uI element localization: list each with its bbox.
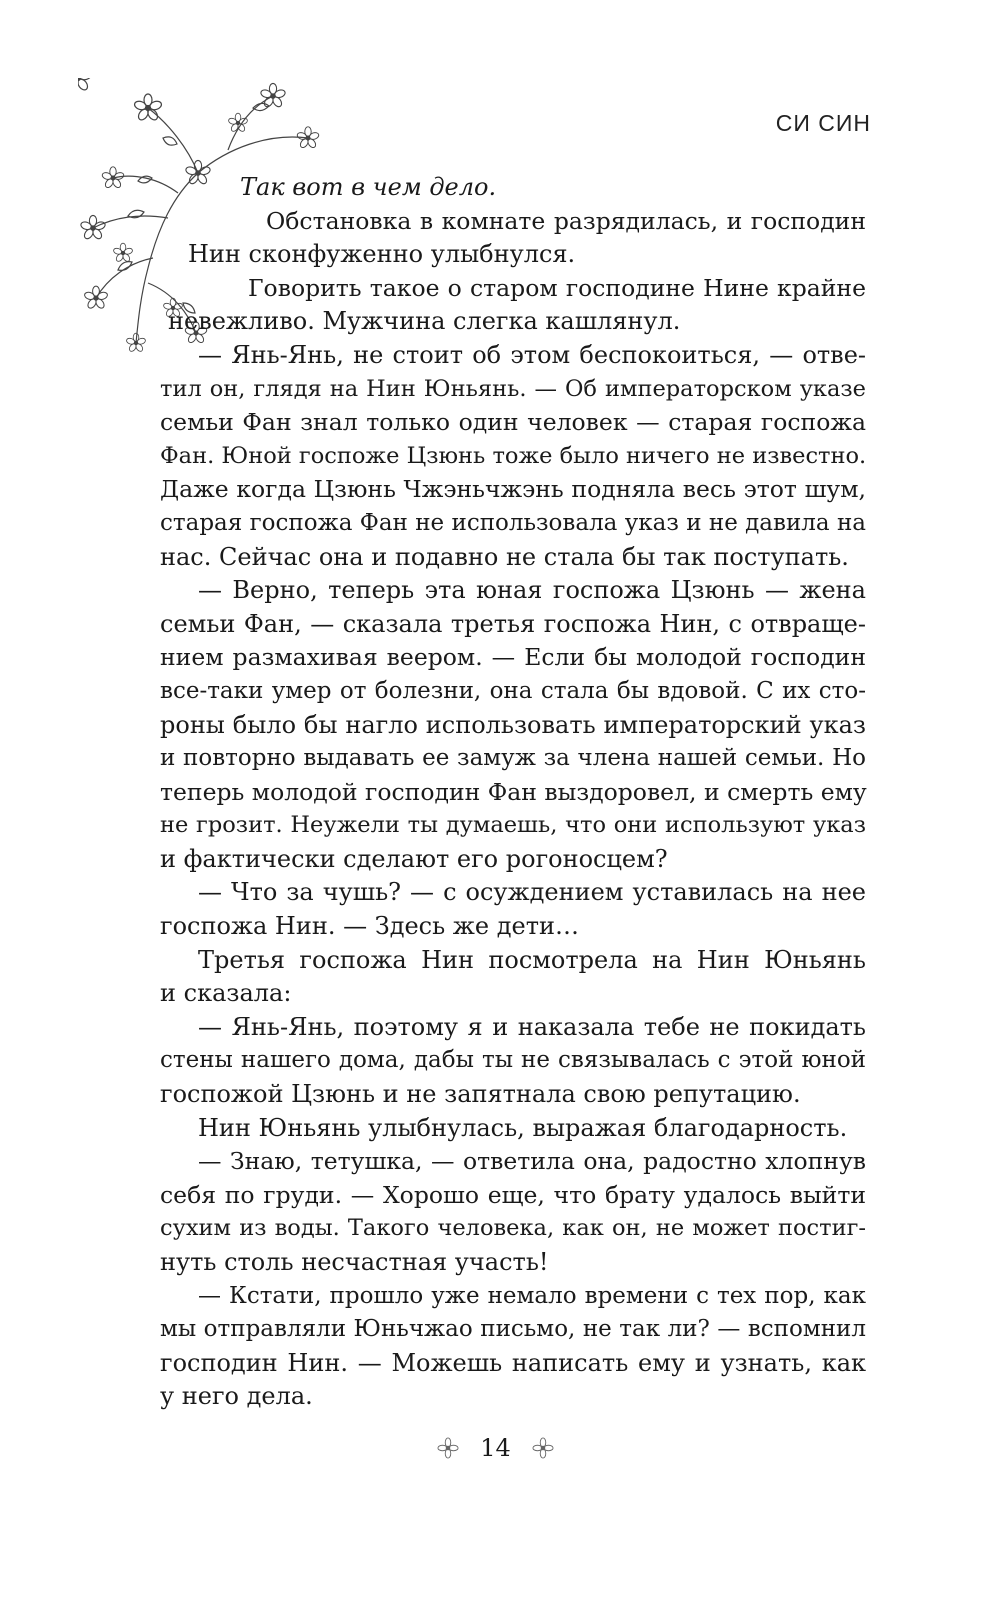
text-line: — Кстати, прошло уже немало времени с тех пор, как [198,1282,866,1309]
paragraph [160,339,866,574]
page-number: 14 [480,1433,511,1462]
text-line: Говорить такое о старом господине Нине крайне [248,273,866,302]
paragraph [160,574,866,876]
paragraph [160,1112,866,1146]
text-line: у него дела. [160,1382,313,1411]
paragraph [160,1011,866,1112]
text-line: тил он, глядя на Нин Юньянь. — Об императорском указе [160,375,866,402]
text-line: нас. Сейчас она и подавно не стала бы так поступать. [160,542,849,571]
text-line: семьи Фан, — сказала третья госпожа Нин, с отвраще- [160,609,866,638]
text-line: — Янь-Янь, поэтому я и наказала тебе не покидать [198,1012,866,1041]
text-line: сухим из воды. Такого человека, как он, не может постиг- [160,1215,866,1242]
text-line: нуть столь несчастная участь! [160,1248,549,1276]
text-line: — Знаю, тетушка, — ответила она, радостно хлопнув [198,1147,866,1176]
text-line: все-таки умер от болезни, она стала бы вдовой. С их сто- [160,677,866,704]
text-line: Нин сконфуженно улыбнулся. [188,240,576,269]
text-line: роны было бы нагло использовать императорский указ [160,710,866,739]
text-line: стены нашего дома, дабы ты не связывалась с этой юной [160,1047,866,1074]
text-line: госпожа Нин. — Здесь же дети… [160,912,579,941]
text-line: старая госпожа Фан не использовала указ и не давила на [160,509,866,536]
paragraph [160,876,866,943]
text-line: нием размахивая веером. — Если бы молодой господин [160,643,866,672]
text-line: не грозит. Неужели ты думаешь, что они используют указ [160,812,866,839]
text-line: господин Нин. — Можешь написать ему и узнать, как [160,1348,866,1377]
page-footer [0,1432,991,1462]
text-line: Обстановка в комнате разрядилась, и господин [266,206,866,235]
text-line: мы отправляли Юньчжао письмо, не так ли? — вспомнил [160,1316,866,1343]
text-line: — Что за чушь? — с осуждением уставилась на нее [198,878,866,907]
paragraph [160,1280,866,1414]
text-line: невежливо. Мужчина слегка кашлянул. [168,307,681,336]
text-line: — Верно, теперь эта юная госпожа Цзюнь — жена [198,576,866,605]
text-line: Нин Юньянь улыбнулась, выражая благодарность. [198,1113,848,1142]
text-line: и фактически сделают его рогоносцем? [160,844,668,873]
text-line: себя по груди. — Хорошо еще, что брату удалось выйти [160,1180,866,1209]
text-line: и повторно выдавать ее замуж за члена нашей семьи. Но [160,745,866,772]
paragraph [160,944,866,1011]
running-head-author: СИ СИН [775,110,871,136]
text-line: госпожой Цзюнь и не запятнала свою репутацию. [160,1080,801,1109]
text-line: Третья госпожа Нин посмотрела на Нин Юньянь [198,945,866,974]
text-line: Фан. Юной госпоже Цзюнь тоже было ничего не известно. [160,442,867,469]
text-line: — Янь-Янь, не стоит об этом беспокоиться, — отве- [198,340,866,369]
paragraph [160,1145,866,1279]
body-text [160,171,866,1414]
text-line: и сказала: [160,979,292,1008]
paragraph [160,205,866,272]
paragraph [160,272,866,339]
paragraph [160,171,866,205]
footer-flower-right-icon [532,1437,554,1459]
text-line: Так вот в чем дело. [240,173,497,201]
text-line: семьи Фан знал только один человек — старая госпожа [160,408,866,437]
text-line: Даже когда Цзюнь Чжэньчжэнь подняла весь этот шум, [160,475,866,504]
footer-flower-left-icon [437,1437,459,1459]
text-line: теперь молодой господин Фан выздоровел, и смерть ему [160,777,867,806]
